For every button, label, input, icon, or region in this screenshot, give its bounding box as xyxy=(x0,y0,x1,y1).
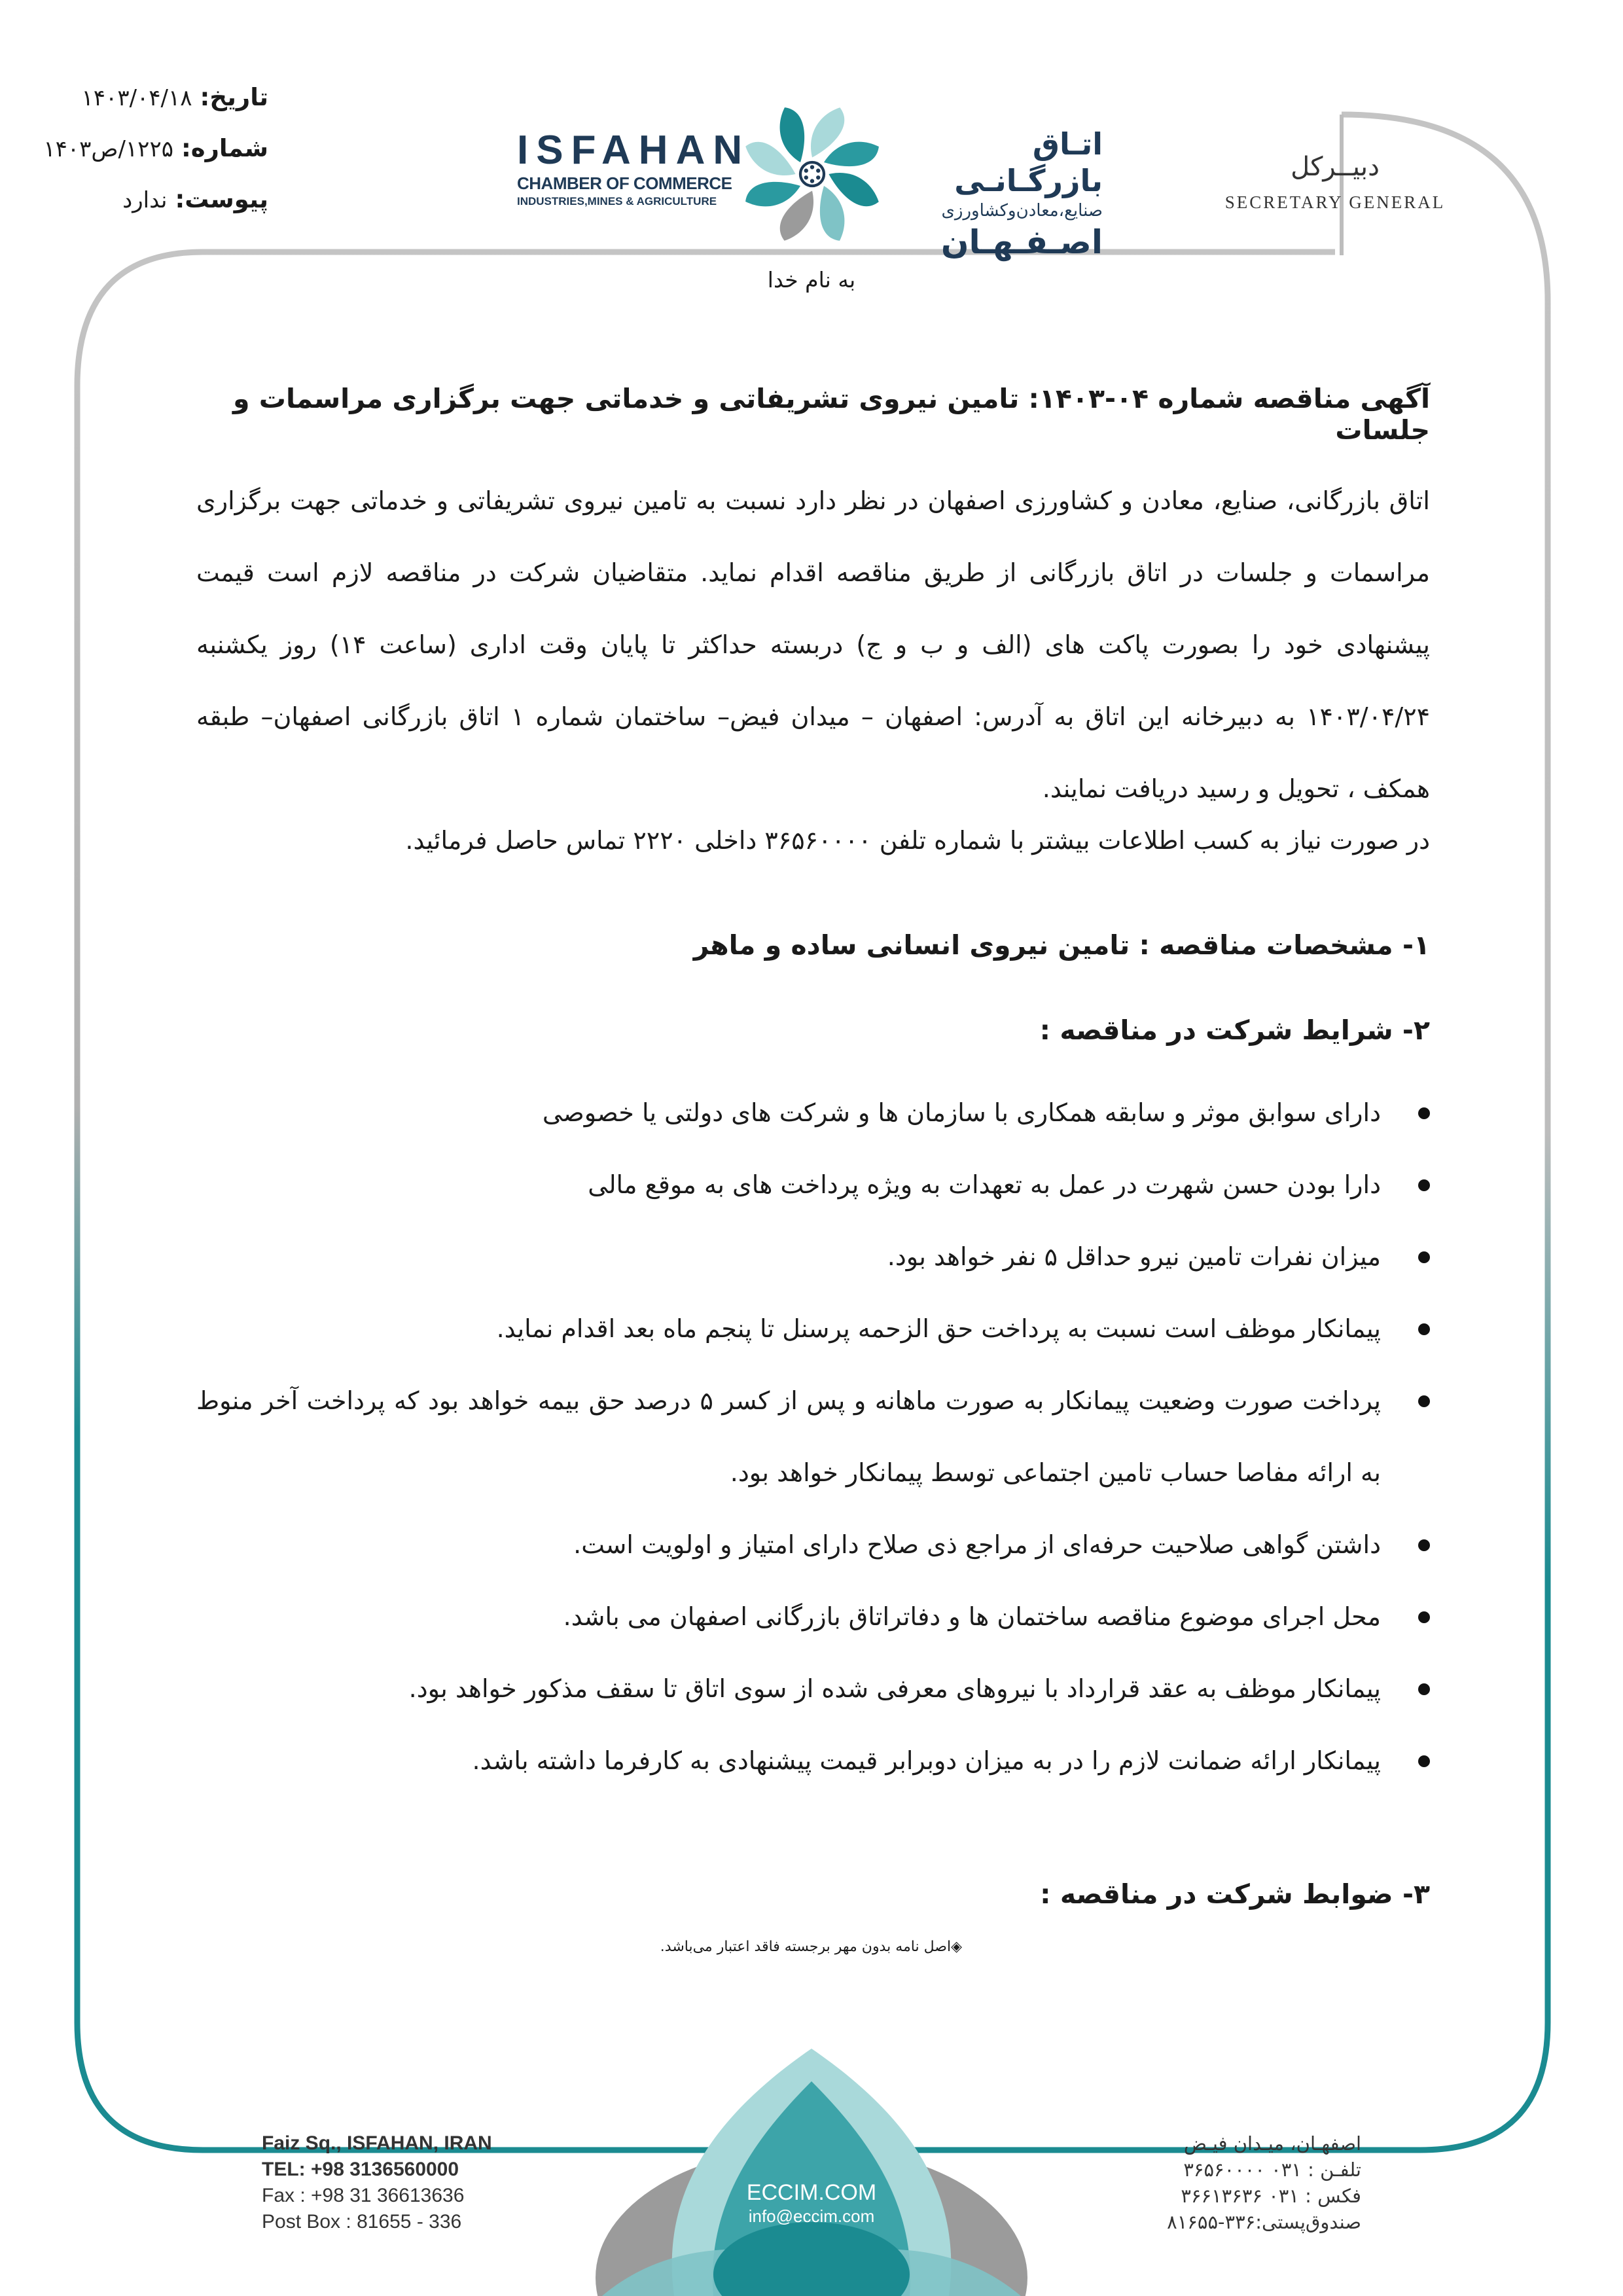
footer-en-fax: Fax : +98 31 36613636 xyxy=(262,2185,465,2206)
contact-line: در صورت نیاز به کسب اطلاعات بیشتر با شماره تلفن ۳۶۵۶۰۰۰۰ داخلی ۲۲۲۰ تماس حاصل فرمائید. xyxy=(405,826,1430,855)
conditions-list xyxy=(196,1077,1430,1797)
footer-flower-icon xyxy=(510,2042,1113,2296)
condition-text: میزان نفرات تامین نیرو حداقل ۵ نفر خواهد بود. xyxy=(887,1242,1381,1271)
condition-item xyxy=(196,1581,1430,1653)
condition-text: پیمانکار ارائه ضمانت لازم را در به میزان دوبرابر قیمت پیشنهادی به کارفرما داشته باشد. xyxy=(472,1746,1381,1775)
logo-persian-text xyxy=(887,126,1103,262)
number-label: شماره: xyxy=(181,134,268,162)
secretary-general-fa: دبیــرکل xyxy=(1291,152,1380,182)
secretary-general-label xyxy=(1211,147,1459,218)
condition-item xyxy=(196,1293,1430,1365)
logo-en-line2: CHAMBER OF COMMERCE xyxy=(517,173,732,193)
date-label: تاریخ: xyxy=(200,83,268,111)
footer-fa-pobox: صندوق‌پستی:۳۳۶-۸۱۶۵۵ xyxy=(1167,2211,1361,2233)
bullet-dot-icon xyxy=(1418,1107,1430,1119)
condition-text: محل اجرای موضوع مناقصه ساختمان ها و دفاتراتاق بازرگانی اصفهان می باشد. xyxy=(563,1602,1381,1631)
footer-site-link[interactable]: ECCIM.COM xyxy=(746,2180,877,2205)
condition-text: پرداخت صورت وضعیت پیمانکار به صورت ماهانه و پس از کسر ۵ درصد حق بیمه خواهد بود که پرداخت آخر منوط به ارائه مفاصا حساب تامین اجتماعی توسط پیمانکار خواهد بود. xyxy=(196,1386,1381,1487)
bullet-dot-icon xyxy=(1418,1179,1430,1191)
attachment-value: ندارد xyxy=(122,187,168,213)
bullet-dot-icon xyxy=(1418,1683,1430,1695)
condition-text: دارای سوابق موثر و سابقه همکاری با سازمان ها و شرکت های دولتی یا خصوصی xyxy=(542,1098,1381,1127)
condition-text: پیمانکار موظف به عقد قرارداد با نیروهای معرفی شده از سوی اتاق تا سقف مذکور خواهد بود. xyxy=(408,1674,1381,1703)
number-row xyxy=(33,123,268,174)
section-3-heading: ۳- ضوابط شرکت در مناقصه : xyxy=(1040,1878,1430,1910)
seal-note: ◈اصل نامه بدون مهر برجسته فاقد اعتبار می‌باشد. xyxy=(660,1939,962,1955)
number-value: ۱۲۲۵/ص۱۴۰۳ xyxy=(43,136,173,162)
condition-item xyxy=(196,1653,1430,1725)
chamber-emblem-icon xyxy=(743,105,882,243)
intro-paragraph: اتاق بازرگانی، صنایع، معادن و کشاورزی اصفهان در نظر دارد نسبت به تامین نیروی تشریفاتی و خدماتی جهت برگزاری مراسمات و جلسات در اتاق بازرگانی از طریق مناقصه اقدام نماید. متقاضیان شرکت در مناقصه لازم است قیمت پیشنهادی خود را بصورت پاکت های (الف و ب و ج) دربسته حداکثر تا پایان وقت اداری (ساعت ۱۴) روز یکشنبه ۱۴۰۳/۰۴/۲۴ به دبیرخانه این اتاق به آدرس: اصفهان – میدان فیض– ساختمان شماره ۱ اتاق بازرگانی اصفهان– طبقه همکف ، تحویل و رسید دریافت نمایند. xyxy=(196,486,1431,803)
condition-item xyxy=(196,1149,1430,1221)
logo-en-line1: ISFAHAN xyxy=(517,128,751,173)
bullet-dot-icon xyxy=(1418,1611,1430,1623)
section-2-heading: ۲- شرایط شرکت در مناقصه : xyxy=(1039,1014,1430,1046)
footer-persian-contact xyxy=(1113,2130,1361,2235)
letter-meta xyxy=(33,72,268,225)
date-row xyxy=(33,72,268,123)
logo-fa-line2: صنایع،معادن‌وکشاورزی xyxy=(941,201,1103,221)
footer-email-link[interactable]: info@eccim.com xyxy=(748,2206,875,2226)
footer-website xyxy=(713,2179,910,2227)
bullet-dot-icon xyxy=(1418,1755,1430,1767)
condition-text: دارا بودن حسن شهرت در عمل به تعهدات به ویژه پرداخت های به موقع مالی xyxy=(588,1170,1381,1199)
footer-english-contact xyxy=(262,2130,576,2235)
logo-fa-line1: اتـاق بازرگـانـی xyxy=(954,126,1103,198)
attachment-label: پیوست: xyxy=(175,185,268,213)
logo-en-line3: INDUSTRIES,MINES & AGRICULTURE xyxy=(517,195,717,207)
footer-en-tel: TEL: +98 3136560000 xyxy=(262,2159,459,2180)
secretary-general-en: SECRETARY GENERAL xyxy=(1224,192,1446,212)
footer-fa-tel: تلفـن : ۰۳۱ ۳۶۵۶۰۰۰۰ xyxy=(1183,2159,1361,2181)
bullet-dot-icon xyxy=(1418,1323,1430,1335)
bullet-dot-icon xyxy=(1418,1539,1430,1551)
section-1-heading: ۱- مشخصات مناقصه : تامین نیروی انسانی ساده و ماهر xyxy=(693,929,1430,961)
date-value: ۱۴۰۳/۰۴/۱۸ xyxy=(81,85,192,111)
basmala: به نام خدا xyxy=(767,267,856,293)
logo-english-text xyxy=(517,128,751,209)
condition-item xyxy=(196,1509,1430,1581)
condition-text: داشتن گواهی صلاحیت حرفه‌ای از مراجع ذی صلاح دارای امتیاز و اولویت است. xyxy=(573,1530,1381,1559)
condition-item xyxy=(196,1725,1430,1797)
footer-en-pobox: Post Box : 81655 - 336 xyxy=(262,2211,462,2233)
footer-en-address: Faiz Sq., ISFAHAN, IRAN xyxy=(262,2132,492,2154)
footer-fa-fax: فکس : ۰۳۱ ۳۶۶۱۳۶۳۶ xyxy=(1181,2185,1361,2207)
condition-text: پیمانکار موظف است نسبت به پرداخت حق الزحمه پرسنل تا پنجم ماه بعد اقدام نماید. xyxy=(496,1314,1381,1343)
bullet-dot-icon xyxy=(1418,1251,1430,1263)
bullet-dot-icon xyxy=(1418,1395,1430,1407)
footer-fa-address: اصفهـان، میـدان فیـض xyxy=(1183,2132,1361,2155)
tender-title: آگهی مناقصه شماره ۰۴-۱۴۰۳: تامین نیروی تشریفاتی و خدماتی جهت برگزاری مراسمات و جلسات xyxy=(233,383,1430,446)
condition-item xyxy=(196,1221,1430,1293)
condition-item xyxy=(196,1077,1430,1149)
logo-fa-line3: اصـفـهـان xyxy=(940,223,1103,261)
attachment-row xyxy=(33,174,268,225)
condition-item xyxy=(196,1365,1430,1509)
